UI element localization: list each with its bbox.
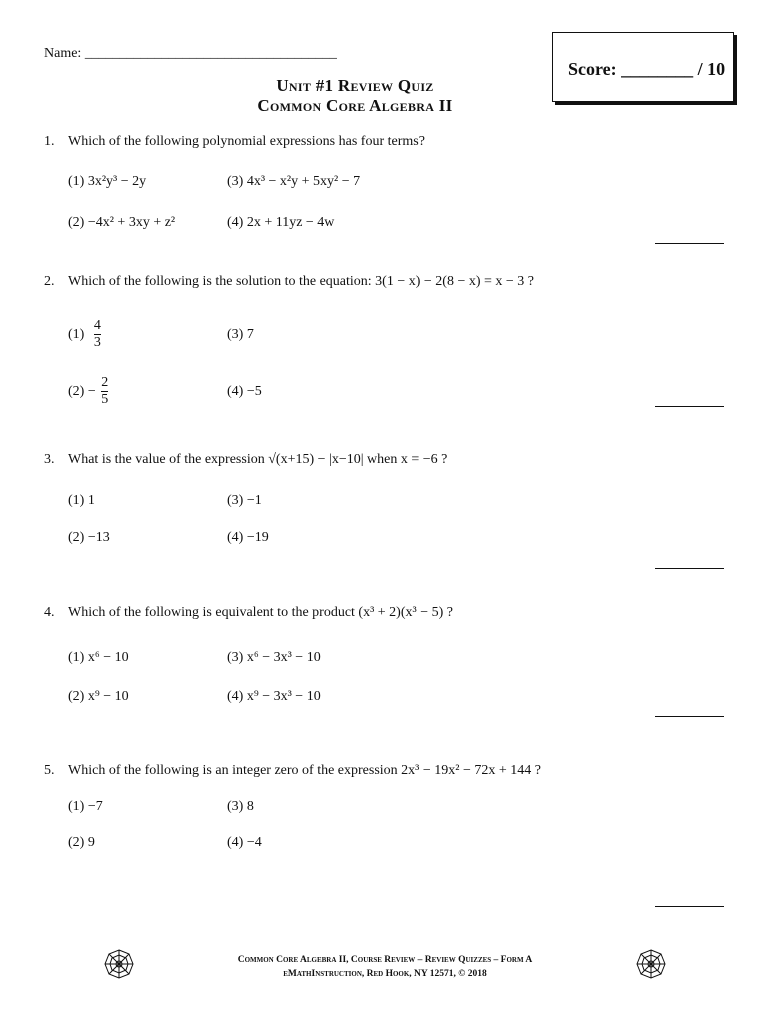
question-number: 3.	[44, 452, 55, 467]
footer-line-1: Common Core Algebra II, Course Review – Review Quizzes – Form A	[237, 955, 533, 965]
choice-2-1	[68, 318, 101, 351]
fraction-denominator: 3	[93, 335, 101, 351]
name-field-label: Name: ____________________________________	[44, 46, 337, 61]
choice-1-1: (1) 3x²y³ − 2y	[68, 174, 147, 189]
fraction-numerator: 2	[101, 375, 109, 390]
choice-5-4: (4) −4	[227, 835, 262, 850]
question-number: 2.	[44, 274, 55, 289]
question-text: Which of the following is equivalent to the product (x³ + 2)(x³ − 5) ?	[68, 605, 453, 620]
question-text: Which of the following polynomial expressions has four terms?	[68, 134, 425, 149]
question-4	[44, 605, 453, 621]
question-number: 5.	[44, 763, 55, 778]
quiz-title: Unit #1 Review Quiz	[276, 76, 434, 95]
answer-blank-4[interactable]	[655, 716, 724, 717]
choice-4-3: (3) x⁶ − 3x³ − 10	[227, 650, 321, 665]
choice-2-4: (4) −5	[227, 384, 262, 399]
question-number: 1.	[44, 134, 55, 149]
choice-label: (1)	[68, 326, 85, 342]
choice-5-2: (2) 9	[68, 835, 95, 850]
fraction	[101, 375, 108, 408]
score-label: Score: ________ / 10	[568, 59, 726, 79]
question-2	[44, 274, 534, 290]
choice-4-2: (2) x⁹ − 10	[68, 689, 129, 704]
fraction-numerator: 4	[93, 318, 101, 333]
choice-2-3: (3) 7	[227, 327, 254, 342]
choice-label: (2) −	[68, 383, 96, 399]
fraction	[94, 318, 101, 351]
answer-blank-5[interactable]	[655, 906, 724, 907]
course-title: Common Core Algebra II	[257, 96, 453, 115]
choice-2-2	[68, 375, 108, 408]
choice-5-3: (3) 8	[227, 799, 254, 814]
question-5	[44, 763, 541, 779]
choice-3-3: (3) −1	[227, 493, 262, 508]
question-number: 4.	[44, 605, 55, 620]
answer-blank-1[interactable]	[655, 243, 724, 244]
choice-4-4: (4) x⁹ − 3x³ − 10	[227, 689, 321, 704]
logo-icon	[636, 949, 666, 979]
choice-4-1: (1) x⁶ − 10	[68, 650, 129, 665]
choice-3-2: (2) −13	[68, 530, 110, 545]
answer-blank-2[interactable]	[655, 406, 724, 407]
choice-3-4: (4) −19	[227, 530, 269, 545]
question-text: Which of the following is the solution to the equation: 3(1 − x) − 2(8 − x) = x − 3 ?	[68, 274, 535, 289]
question-text: What is the value of the expression √(x+15) − |x−10| when x = −6 ?	[68, 452, 448, 467]
choice-1-4: (4) 2x + 11yz − 4w	[227, 215, 335, 230]
footer-line-2: eMathInstruction, Red Hook, NY 12571, © 2018	[283, 969, 487, 979]
question-3	[44, 452, 447, 468]
choice-1-2: (2) −4x² + 3xy + z²	[68, 215, 176, 230]
question-text: Which of the following is an integer zero of the expression 2x³ − 19x² − 72x + 144 ?	[68, 763, 541, 778]
question-1	[44, 134, 425, 150]
choice-3-1: (1) 1	[68, 493, 95, 508]
answer-blank-3[interactable]	[655, 568, 724, 569]
fraction-denominator: 5	[101, 392, 109, 408]
choice-5-1: (1) −7	[68, 799, 103, 814]
choice-1-3: (3) 4x³ − x²y + 5xy² − 7	[227, 174, 361, 189]
